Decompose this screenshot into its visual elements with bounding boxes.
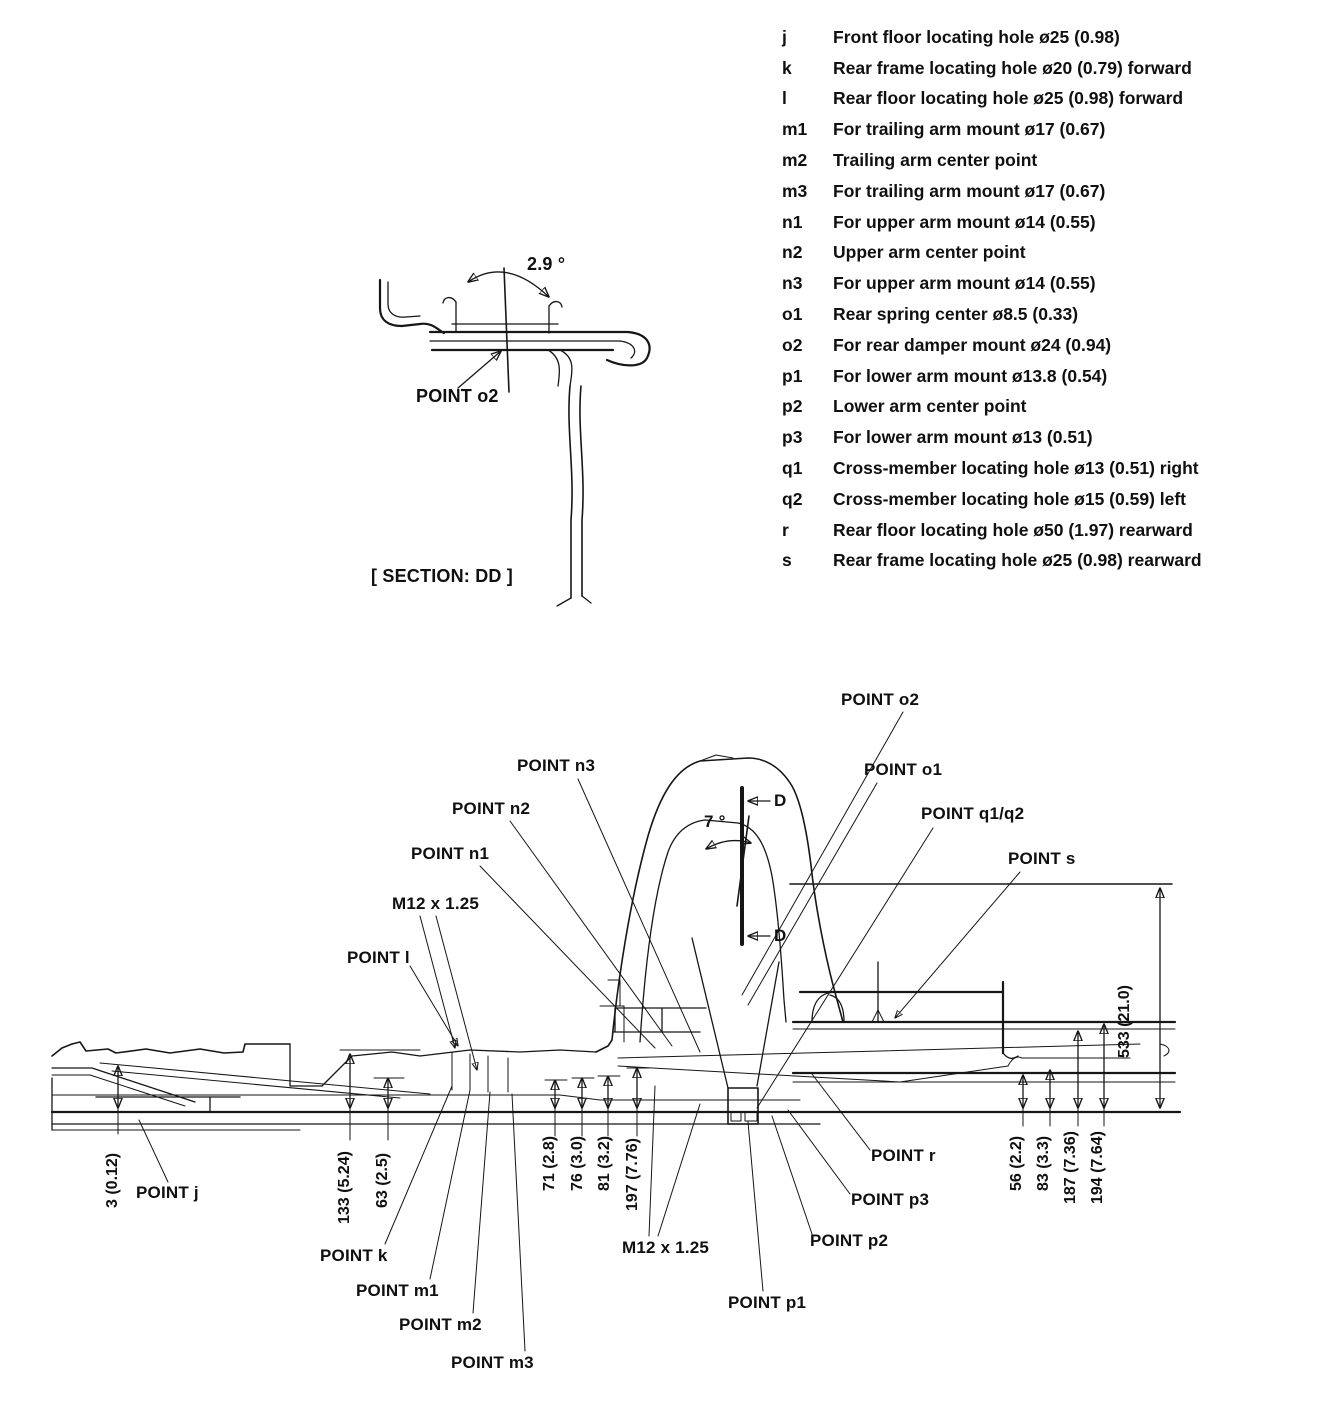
leader-lines: [139, 712, 1020, 1351]
rear-frame-rail: [618, 884, 1175, 1082]
point-m2-label: POINT m2: [399, 1315, 482, 1334]
legend-row-p3: [782, 422, 1202, 453]
legend-desc: Rear spring center ø8.5 (0.33): [833, 304, 1079, 325]
legend-key: q2: [782, 488, 803, 509]
legend-row-s: [782, 546, 1202, 577]
angle-label-2-9: 2.9 °: [527, 254, 566, 274]
legend-key: p3: [782, 427, 803, 448]
section-d-letter-top: D: [774, 791, 787, 810]
legend-key: j: [782, 26, 787, 47]
legend-row-k: [782, 53, 1202, 84]
section-d-letter-bottom: D: [774, 926, 787, 945]
legend-desc: For trailing arm mount ø17 (0.67): [833, 119, 1106, 140]
underbody-profile: [52, 1042, 1180, 1130]
point-m1-label: POINT m1: [356, 1281, 439, 1300]
dim-56-label: 56 (2.2): [1008, 1135, 1025, 1191]
dim-187-label: 187 (7.36): [1062, 1131, 1079, 1204]
legend-key: p1: [782, 365, 803, 386]
legend-key: n1: [782, 211, 803, 232]
legend-desc: For lower arm mount ø13 (0.51): [833, 427, 1093, 448]
legend-key: l: [782, 88, 787, 109]
angle-label-7: 7 °: [704, 812, 726, 831]
legend-desc: Rear floor locating hole ø25 (0.98) forward: [833, 88, 1184, 109]
point-s-label: POINT s: [1008, 849, 1076, 868]
point-p2-label: POINT p2: [810, 1231, 889, 1250]
legend-desc: Front floor locating hole ø25 (0.98): [833, 26, 1120, 47]
legend-desc: For upper arm mount ø14 (0.55): [833, 211, 1096, 232]
point-q1q2-label: POINT q1/q2: [921, 804, 1025, 823]
point-n1-label: POINT n1: [411, 844, 490, 863]
wheel-house-hump: [596, 755, 843, 1124]
dim-3-label: 3 (0.12): [104, 1152, 121, 1208]
point-k-label: POINT k: [320, 1246, 388, 1265]
legend-desc: Lower arm center point: [833, 396, 1027, 417]
dim-133-label: 133 (5.24): [336, 1151, 353, 1224]
point-m3-label: POINT m3: [451, 1353, 534, 1372]
point-j-label: POINT j: [136, 1183, 199, 1202]
point-o1-label: POINT o1: [864, 760, 943, 779]
dim-71-label: 71 (2.8): [541, 1135, 558, 1191]
section-dd-drawing: [380, 268, 650, 606]
legend-desc: Trailing arm center point: [833, 150, 1038, 171]
legend-desc: For rear damper mount ø24 (0.94): [833, 334, 1112, 355]
point-r-label: POINT r: [871, 1146, 936, 1165]
point-o2-label: POINT o2: [841, 690, 920, 709]
thread-label-upper: M12 x 1.25: [392, 894, 480, 913]
legend-row-l: [782, 84, 1202, 115]
legend-desc: Rear frame locating hole ø25 (0.98) rearward: [833, 550, 1202, 571]
dim-83-label: 83 (3.3): [1035, 1135, 1052, 1191]
legend-list: [782, 22, 1202, 576]
point-n2-label: POINT n2: [452, 799, 531, 818]
legend-row-n3: [782, 268, 1202, 299]
legend-desc: Rear floor locating hole ø50 (1.97) rearward: [833, 519, 1193, 540]
legend-desc: For trailing arm mount ø17 (0.67): [833, 180, 1106, 201]
dim-76-label: 76 (3.0): [569, 1135, 586, 1191]
legend-row-p2: [782, 392, 1202, 423]
legend-key: p2: [782, 396, 803, 417]
dim-533-label: 533 (21.0): [1116, 985, 1133, 1058]
legend-row-o1: [782, 299, 1202, 330]
dim-63-label: 63 (2.5): [374, 1152, 391, 1208]
legend-key: s: [782, 550, 792, 571]
point-p3-label: POINT p3: [851, 1190, 930, 1209]
dim-194-label: 194 (7.64): [1089, 1131, 1106, 1204]
legend-key: n2: [782, 242, 803, 263]
legend-row-o2: [782, 330, 1202, 361]
legend-row-p1: [782, 361, 1202, 392]
legend-key: o2: [782, 334, 803, 355]
point-n3-label: POINT n3: [517, 756, 596, 775]
legend-key: r: [782, 519, 789, 540]
legend-row-m1: [782, 114, 1202, 145]
legend-row-m2: [782, 145, 1202, 176]
legend-row-n2: [782, 238, 1202, 269]
dim-197-label: 197 (7.76): [624, 1138, 641, 1211]
section-dd-caption: [ SECTION: DD ]: [371, 566, 513, 586]
legend-desc: Cross-member locating hole ø15 (0.59) left: [833, 488, 1187, 509]
legend-row-q1: [782, 453, 1202, 484]
legend-row-r: [782, 515, 1202, 546]
legend-key: m3: [782, 180, 808, 201]
dim-81-label: 81 (3.2): [596, 1135, 613, 1191]
legend-key: o1: [782, 304, 803, 325]
legend-desc: Rear frame locating hole ø20 (0.79) forward: [833, 57, 1192, 78]
point-p1-label: POINT p1: [728, 1293, 807, 1312]
legend-desc: Upper arm center point: [833, 242, 1026, 263]
legend-row-j: [782, 22, 1202, 53]
legend-row-q2: [782, 484, 1202, 515]
legend-desc: For upper arm mount ø14 (0.55): [833, 273, 1096, 294]
point-o2-section-label: POINT o2: [416, 386, 499, 406]
legend-row-n1: [782, 207, 1202, 238]
legend-key: m1: [782, 119, 808, 140]
legend-key: k: [782, 57, 792, 78]
thread-label-lower: M12 x 1.25: [622, 1238, 710, 1257]
legend-desc: Cross-member locating hole ø13 (0.51) right: [833, 458, 1199, 479]
legend-desc: For lower arm mount ø13.8 (0.54): [833, 365, 1108, 386]
legend-key: m2: [782, 150, 808, 171]
legend-key: q1: [782, 458, 803, 479]
legend-key: n3: [782, 273, 803, 294]
legend-row-m3: [782, 176, 1202, 207]
point-l-label: POINT l: [347, 948, 410, 967]
